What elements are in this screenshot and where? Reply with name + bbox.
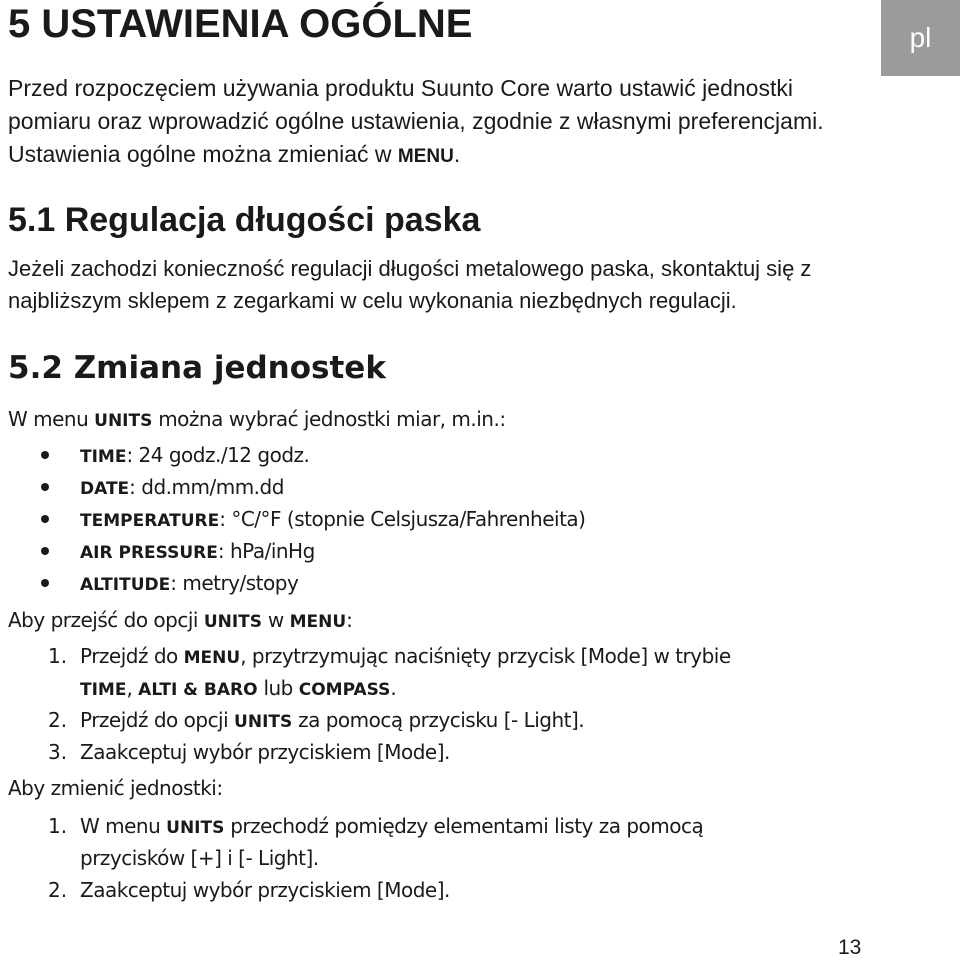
change-units-heading: Aby zmienić jednostki: [8,776,223,800]
step-text: . [390,676,397,700]
alti-baro-keyword: ALTI & BARO [138,680,258,700]
intro-paragraph [8,72,868,173]
goto-step-3: Zaakceptuj wybór przyciskiem [Mode]. [80,740,450,764]
units-keyword: UNITS [166,818,225,838]
menu-keyword: MENU [397,146,454,167]
step-number: 1. [48,644,68,668]
list-item-key: TIME [80,447,127,467]
goto-after: : [346,608,353,632]
list-item-key: AIR PRESSURE [80,543,218,563]
page-number: 13 [838,936,862,959]
bullet-dot [41,547,49,555]
section-5-2-title: 5.2 Zmiana jednostek [8,350,386,386]
step-text: lub [257,676,299,700]
bullet-dot [41,483,49,491]
step-text: przechodź pomiędzy elementami listy za pomocą [224,814,704,838]
goto-units-heading [8,604,352,638]
compass-keyword: COMPASS [298,680,391,700]
separator: , [126,676,139,700]
section-5-1-body: Jeżeli zachodzi konieczność regulacji długości metalowego paska, skontaktuj się z najbliższym sklepem z zegarkami w celu wykonania niezbędnych regulacji. [8,256,812,313]
units-keyword: UNITS [94,411,153,431]
list-item-value: : hPa/inHg [217,539,315,563]
list-item-temperature [80,503,585,537]
step-number: 2. [48,878,68,902]
units-keyword: UNITS [203,612,263,632]
list-item-value: : 24 godz./12 godz. [126,443,310,467]
page-heading: 5 USTAWIENIA OGÓLNE [8,2,473,46]
step-number: 2. [48,708,68,732]
bullet-dot [41,579,49,587]
goto-step-2 [80,704,584,738]
list-item-key: ALTITUDE [80,575,171,595]
goto-step-1-line-1 [80,640,731,674]
units-intro-before: W menu [8,407,95,431]
section-5-1-title: 5.1 Regulacja długości paska [8,201,481,239]
units-intro-after: można wybrać jednostki miar, m.in.: [152,407,506,431]
language-tab [881,0,960,76]
step-text: Przejdź do [80,644,184,668]
list-item-key: DATE [80,479,130,499]
list-item-key: TEMPERATURE [80,511,220,531]
step-text: , przytrzymując naciśnięty przycisk [Mode] w trybie [240,644,731,668]
menu-keyword: MENU [183,648,241,668]
step-text: W menu [80,814,167,838]
step-text: Przejdź do opcji [80,708,235,732]
change-step-2: Zaakceptuj wybór przyciskiem [Mode]. [80,878,450,902]
intro-text-end: . [453,141,461,167]
goto-step-1-line-2 [80,672,396,706]
goto-before: Aby przejść do opcji [8,608,204,632]
list-item-altitude [80,567,298,601]
list-item-value: : °C/°F (stopnie Celsjusza/Fahrenheita) [219,507,586,531]
step-number: 3. [48,740,68,764]
list-item-date [80,471,284,505]
goto-middle: w [262,608,290,632]
intro-text: Przed rozpoczęciem używania produktu Suunto Core warto ustawić jednostki pomiaru oraz wprowadzić ogólne ustawienia, zgodnie z własnymi preferencjami. Ustawienia ogólne można zmieniać w [8,75,824,167]
units-intro [8,403,506,437]
time-keyword: TIME [80,680,127,700]
units-keyword: UNITS [234,712,293,732]
change-step-1-line-2: przycisków [+] i [- Light]. [80,846,319,870]
list-item-air-pressure [80,535,315,569]
bullet-dot [41,515,49,523]
list-item-time [80,439,309,473]
bullet-dot [41,451,49,459]
language-tab-label: pl [909,22,932,53]
menu-keyword: MENU [289,612,347,632]
step-number: 1. [48,814,68,838]
list-item-value: : dd.mm/mm.dd [129,475,284,499]
change-step-1-line-1 [80,810,703,844]
list-item-value: : metry/stopy [170,571,299,595]
step-text: za pomocą przycisku [- Light]. [292,708,585,732]
